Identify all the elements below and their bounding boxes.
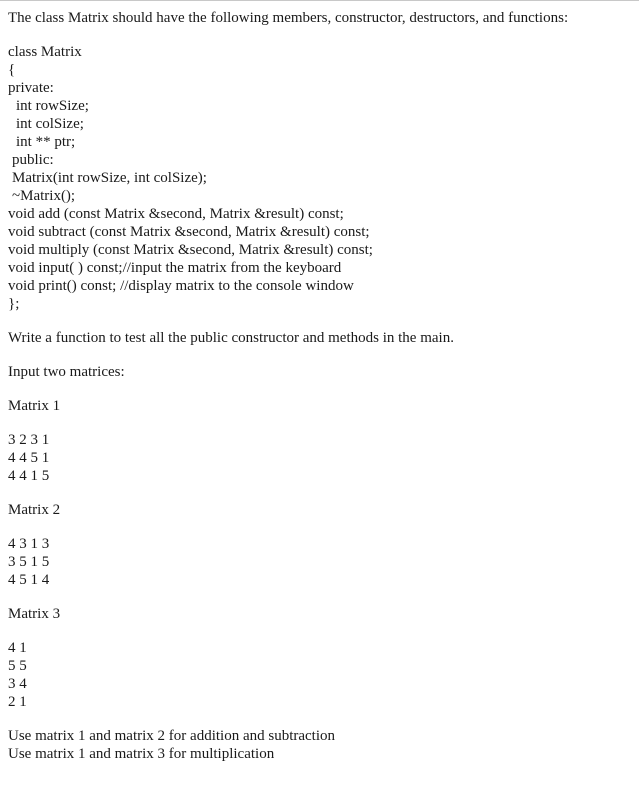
matrix-row: 4 1 xyxy=(8,640,27,656)
document-body xyxy=(8,9,633,763)
code-line: public: xyxy=(12,152,54,168)
matrix-row: 5 5 xyxy=(8,658,27,674)
matrix2-block xyxy=(8,535,633,589)
matrix-row: 3 4 xyxy=(8,676,27,692)
matrix2-title: Matrix 2 xyxy=(8,502,61,518)
matrix-row: 2 1 xyxy=(8,694,27,710)
matrix-row: 4 5 1 4 xyxy=(8,572,50,588)
matrix-row: 3 5 1 5 xyxy=(8,554,50,570)
code-line: void print() const; //display matrix to the console window xyxy=(8,278,354,294)
code-block xyxy=(8,43,633,313)
matrix3-block xyxy=(8,639,633,711)
matrix-row: 4 4 5 1 xyxy=(8,450,50,466)
matrix1-title: Matrix 1 xyxy=(8,398,61,414)
matrix-row: 3 2 3 1 xyxy=(8,432,50,448)
code-line: void subtract (const Matrix &second, Matrix &result) const; xyxy=(8,224,370,240)
code-line: ~Matrix(); xyxy=(12,188,76,204)
intro-text: The class Matrix should have the following members, constructor, destructors, and functions: xyxy=(8,10,569,26)
code-line: void multiply (const Matrix &second, Matrix &result) const; xyxy=(8,242,373,258)
code-line: }; xyxy=(8,296,20,312)
input-label: Input two matrices: xyxy=(8,364,125,380)
usage-line: Use matrix 1 and matrix 2 for addition and subtraction xyxy=(8,728,336,744)
code-line: int rowSize; xyxy=(16,98,89,114)
matrix-row: 4 4 1 5 xyxy=(8,468,50,484)
usage-line: Use matrix 1 and matrix 3 for multiplication xyxy=(8,746,275,762)
code-line: { xyxy=(8,62,16,78)
matrix-row: 4 3 1 3 xyxy=(8,536,50,552)
code-line: class Matrix xyxy=(8,44,82,60)
matrix3-title: Matrix 3 xyxy=(8,606,61,622)
code-line: void input( ) const;//input the matrix from the keyboard xyxy=(8,260,342,276)
code-line: void add (const Matrix &second, Matrix &result) const; xyxy=(8,206,344,222)
code-line: int colSize; xyxy=(16,116,84,132)
code-line: private: xyxy=(8,80,54,96)
top-divider xyxy=(0,0,639,1)
instruction-text: Write a function to test all the public constructor and methods in the main. xyxy=(8,330,454,346)
code-line: int ** ptr; xyxy=(16,134,76,150)
matrix1-block xyxy=(8,431,633,485)
code-line: Matrix(int rowSize, int colSize); xyxy=(12,170,207,186)
